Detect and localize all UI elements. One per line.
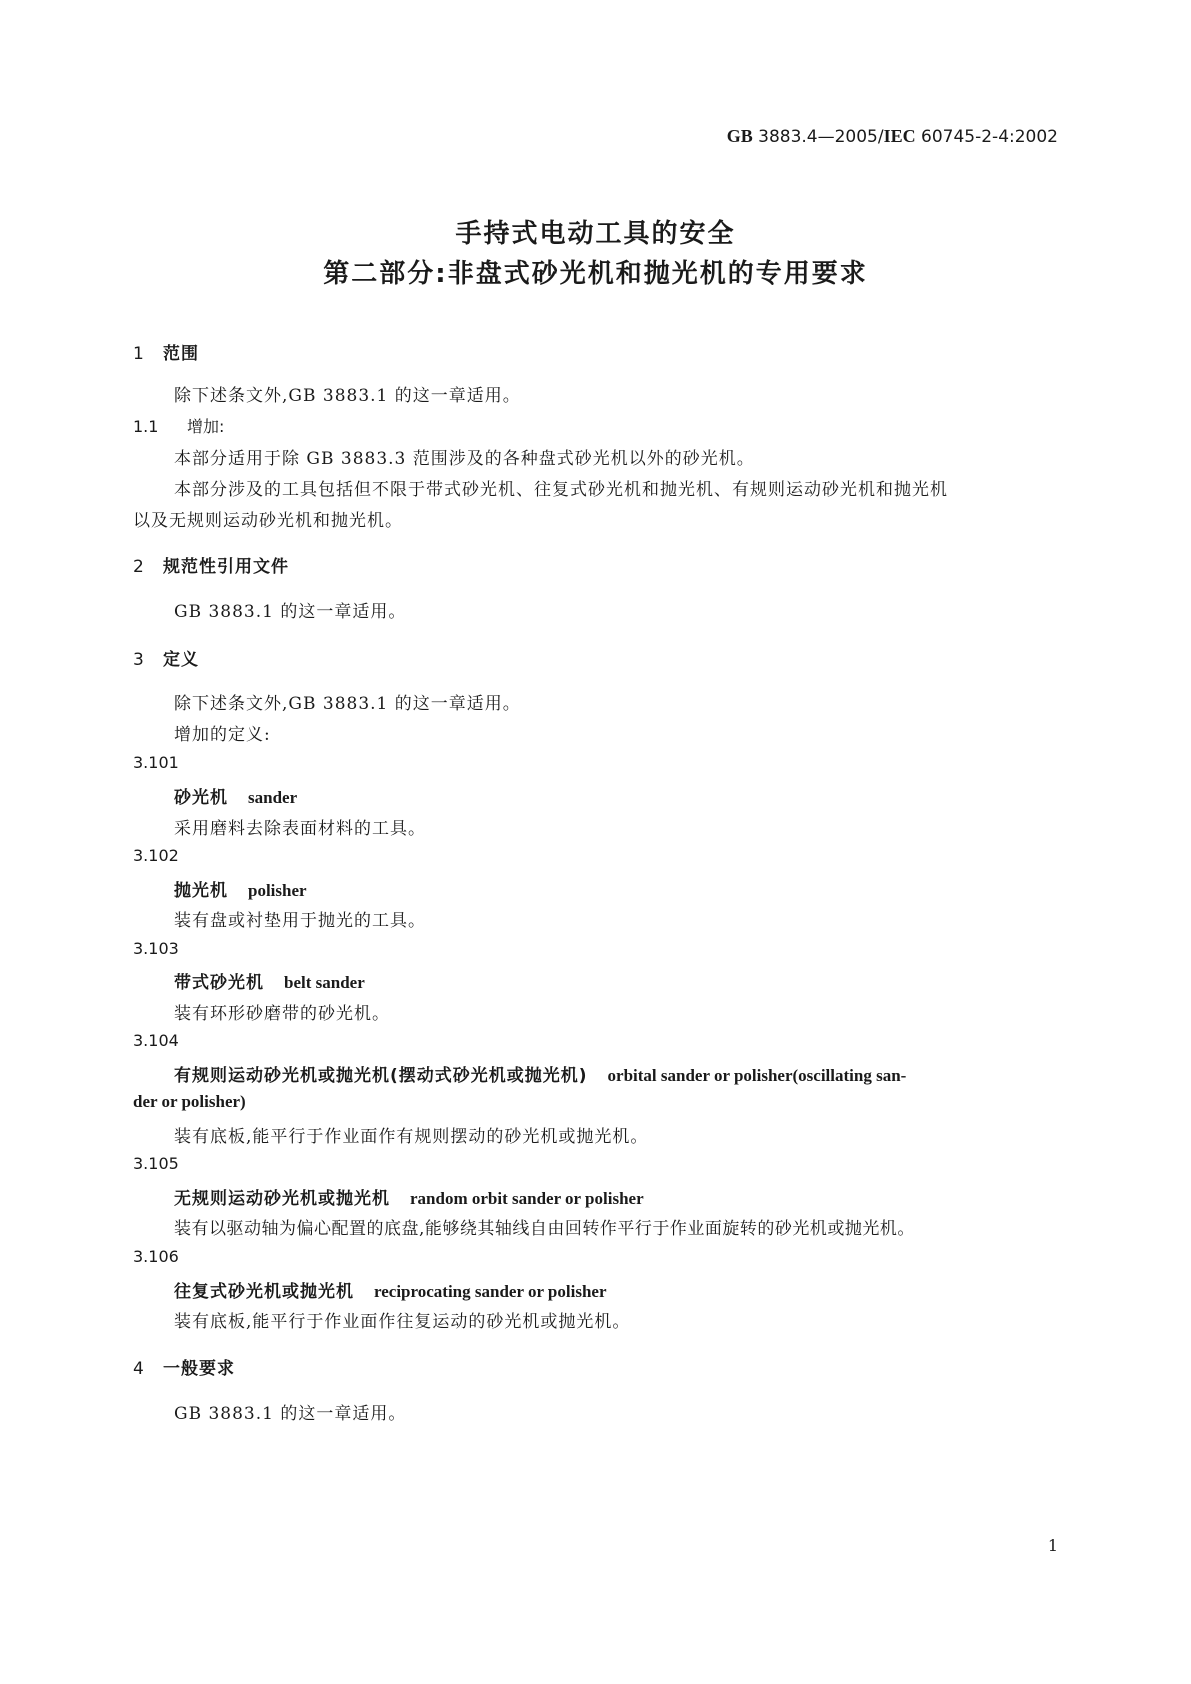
- definition-3-104-number: 3.104: [133, 1031, 179, 1050]
- section-3-heading: 3 定义: [133, 650, 199, 670]
- document-title-line1: 手持式电动工具的安全: [455, 219, 736, 249]
- definition-3-105-text: 装有以驱动轴为偏心配置的底盘,能够绕其轴线自由回转作平行于作业面旋转的砂光机或抛光机。: [174, 1219, 915, 1239]
- definition-3-104-term: 有规则运动砂光机或抛光机(摆动式砂光机或抛光机) orbital sander or polisher(oscillating san-: [174, 1066, 907, 1086]
- page-number: 1: [1047, 1536, 1058, 1555]
- section-3-paragraph: 除下述条文外,GB 3883.1 的这一章适用。: [174, 694, 521, 714]
- clause-1-1-paragraph-2a: 本部分涉及的工具包括但不限于带式砂光机、往复式砂光机和抛光机、有规则运动砂光机和抛光机: [174, 480, 948, 500]
- definition-3-105-term: 无规则运动砂光机或抛光机 random orbit sander or polisher: [174, 1189, 644, 1209]
- definition-3-106-text: 装有底板,能平行于作业面作往复运动的砂光机或抛光机。: [174, 1312, 631, 1332]
- definition-3-103-text: 装有环形砂磨带的砂光机。: [174, 1004, 390, 1024]
- definition-3-102-term: 抛光机 polisher: [174, 881, 307, 901]
- section-3-paragraph-2: 增加的定义:: [174, 725, 271, 745]
- definition-3-104-text: 装有底板,能平行于作业面作有规则摆动的砂光机或抛光机。: [174, 1127, 649, 1147]
- clause-1-1-paragraph-2b: 以及无规则运动砂光机和抛光机。: [133, 511, 403, 531]
- definition-3-106-number: 3.106: [133, 1247, 179, 1266]
- standard-number: GB 3883.4—2005/IEC 60745-2-4:2002: [726, 126, 1058, 147]
- definition-3-101-number: 3.101: [133, 753, 179, 772]
- definition-3-106-term: 往复式砂光机或抛光机 reciprocating sander or polisher: [174, 1282, 607, 1302]
- definition-3-101-text: 采用磨料去除表面材料的工具。: [174, 819, 426, 839]
- definition-3-102-text: 装有盘或衬垫用于抛光的工具。: [174, 911, 426, 931]
- section-2-heading: 2 规范性引用文件: [133, 557, 289, 577]
- definition-3-104-term-cont: der or polisher): [133, 1092, 246, 1111]
- section-1-heading: 1 范围: [133, 344, 199, 364]
- definition-3-101-term: 砂光机 sander: [174, 788, 298, 808]
- definition-3-105-number: 3.105: [133, 1154, 179, 1173]
- definition-3-103-number: 3.103: [133, 939, 179, 958]
- clause-1-1: 1.1 增加:: [133, 417, 225, 436]
- section-4-paragraph: GB 3883.1 的这一章适用。: [174, 1404, 407, 1424]
- definition-3-103-term: 带式砂光机 belt sander: [174, 973, 365, 993]
- definition-3-102-number: 3.102: [133, 846, 179, 865]
- section-4-heading: 4 一般要求: [133, 1359, 235, 1379]
- document-title-line2: 第二部分:非盘式砂光机和抛光机的专用要求: [323, 259, 868, 289]
- section-1-paragraph: 除下述条文外,GB 3883.1 的这一章适用。: [174, 386, 521, 406]
- section-2-paragraph: GB 3883.1 的这一章适用。: [174, 602, 407, 622]
- clause-1-1-paragraph: 本部分适用于除 GB 3883.3 范围涉及的各种盘式砂光机以外的砂光机。: [174, 449, 755, 469]
